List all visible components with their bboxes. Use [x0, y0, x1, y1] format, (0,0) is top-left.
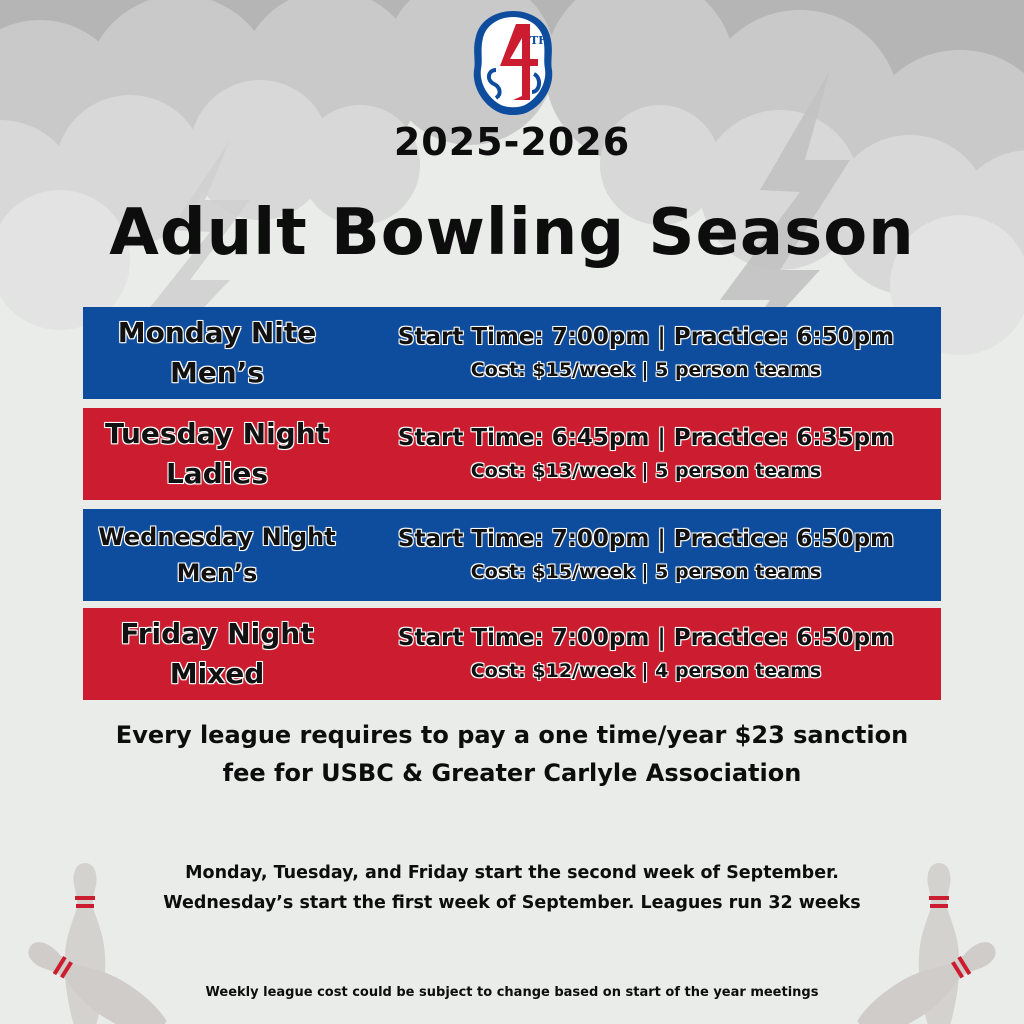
sanction-line1: Every league requires to pay a one time/year $23 sanction: [115, 721, 909, 749]
league-row-friday: [83, 608, 941, 700]
page-title: Adult Bowling Season: [109, 196, 915, 270]
league-name-line1: Friday Night: [120, 617, 314, 650]
schedule-line2: Wednesday’s start the first week of September. Leagues run 32 weeks: [163, 893, 861, 913]
league-details: [351, 307, 941, 399]
league-row-tuesday: [83, 408, 941, 500]
league-name: [83, 408, 351, 500]
league-details: [351, 608, 941, 700]
league-name-line1: Wednesday Night: [98, 523, 336, 551]
league-start-time: Start Time: 7:00pm | Practice: 6:50pm: [397, 526, 895, 552]
league-cost: Cost: $15/week | 5 person teams: [470, 561, 822, 583]
sanction-fee-note: [0, 716, 1024, 792]
league-details: [351, 408, 941, 500]
league-start-time: Start Time: 7:00pm | Practice: 6:50pm: [397, 625, 895, 651]
logo-th-text: TH: [530, 34, 549, 47]
brand-logo: [470, 8, 556, 120]
league-name: [83, 307, 351, 399]
cost-disclaimer: Weekly league cost could be subject to change based on start of the year meetings: [205, 985, 819, 1000]
league-name: [83, 608, 351, 700]
league-row-wednesday: [83, 509, 941, 601]
season-year: 2025-2026: [393, 120, 631, 164]
league-cost: Cost: $13/week | 5 person teams: [470, 460, 822, 482]
league-name-line2: Mixed: [169, 657, 265, 690]
sanction-line2: fee for USBC & Greater Carlyle Association: [222, 759, 802, 787]
league-name-line2: Men’s: [176, 559, 258, 587]
league-name-line1: Monday Nite: [117, 316, 317, 349]
league-name: [83, 509, 351, 601]
league-row-monday: [83, 307, 941, 399]
league-name-line2: Men’s: [169, 356, 265, 389]
league-name-line1: Tuesday Night: [104, 417, 330, 450]
league-start-time: Start Time: 7:00pm | Practice: 6:50pm: [397, 324, 895, 350]
schedule-line1: Monday, Tuesday, and Friday start the second week of September.: [185, 863, 839, 883]
league-name-line2: Ladies: [165, 457, 269, 490]
league-details: [351, 509, 941, 601]
league-cost: Cost: $12/week | 4 person teams: [470, 660, 822, 682]
league-cost: Cost: $15/week | 5 person teams: [470, 359, 822, 381]
league-start-time: Start Time: 6:45pm | Practice: 6:35pm: [397, 425, 895, 451]
